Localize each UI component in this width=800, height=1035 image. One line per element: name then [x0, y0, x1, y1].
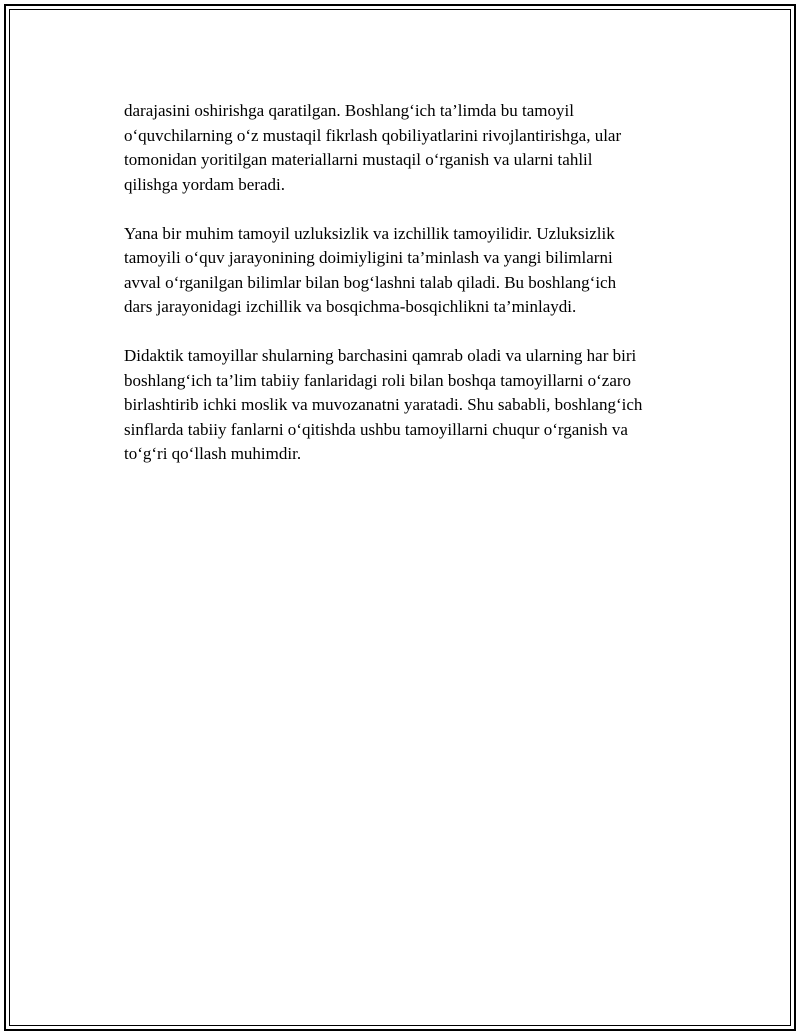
document-page — [4, 4, 796, 1031]
paragraph-1: darajasini oshirishga qaratilgan. Boshlang‘ich ta’limda bu tamoyil o‘quvchilarning o‘z mustaqil fikrlash qobiliyatlarini rivojlantirishga, ular tomonidan yoritilgan materiallarni mustaqil o‘rganish va ularni tahlil qilishga yordam beradi. — [124, 101, 622, 194]
paragraph-3: Didaktik tamoyillar shularning barchasini qamrab oladi va ularning har biri boshlang‘ich ta’lim tabiiy fanlaridagi roli bilan boshqa tamoyillarni o‘zaro birlashtirib ichki moslik va muvozanatni yaratadi. Shu sababli, boshlang‘ich sinflarda tabiiy fanlarni o‘qitishda ushbu tamoyillarni chuqur o‘rganish va to‘g‘ri qo‘llash muhimdir. — [124, 346, 643, 463]
page-body — [124, 99, 704, 491]
paragraph-2: Yana bir muhim tamoyil uzluksizlik va izchillik tamoyilidir. Uzluksizlik tamoyili o‘quv jarayonining doimiyligini ta’minlash va yangi bilimlarni avval o‘rganilgan bilimlar bilan bog‘lashni talab qiladi. Bu boshlang‘ich dars jarayonidagi izchillik va bosqichma-bosqichlikni ta’minlaydi. — [124, 223, 617, 316]
